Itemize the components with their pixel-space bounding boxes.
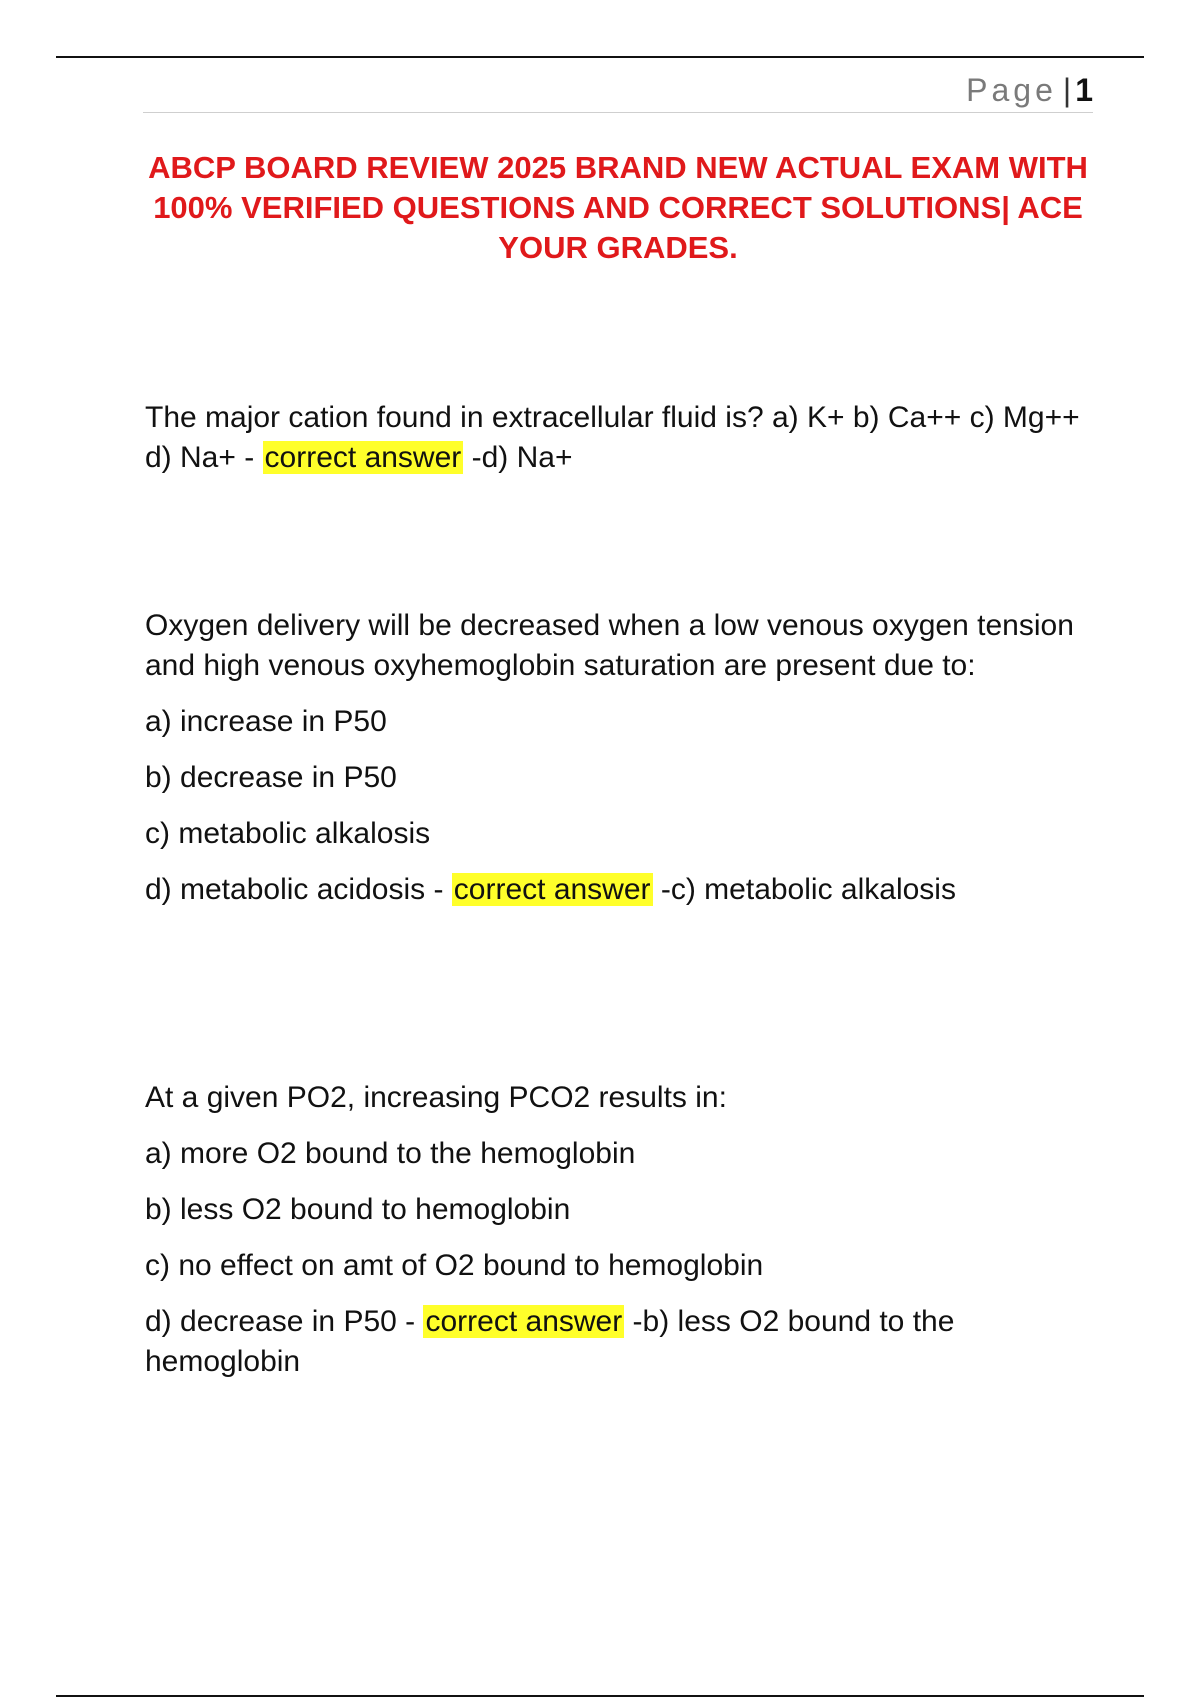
question-2-stem: Oxygen delivery will be decreased when a low venous oxygen tension and high venous oxyhemoglobin saturation are present due to: [145,609,1074,682]
question-1-answer: -d) Na+ [463,441,573,474]
question-3-option-c: c) no effect on amt of O2 bound to hemoglobin [145,1249,764,1282]
question-2 [145,606,1095,910]
question-2-option-b: b) decrease in P50 [145,761,397,794]
page-label: Page [966,72,1057,108]
question-2-option-a: a) increase in P50 [145,705,387,738]
page-number: 1 [1075,72,1093,108]
question-3 [145,1078,1095,1382]
bottom-rule [56,1695,1144,1697]
question-2-option-d [145,870,1095,910]
top-rule [56,56,1144,58]
question-3-stem: At a given PO2, increasing PCO2 results in: [145,1081,727,1114]
question-2-option-c: c) metabolic alkalosis [145,817,431,850]
question-3-option-d [145,1302,1095,1382]
question-3-answer: -b) less O2 bound to the hemoglobin [145,1305,955,1378]
question-1 [145,398,1095,478]
question-3-option-b: b) less O2 bound to hemoglobin [145,1193,571,1226]
question-3-option-d-text: d) decrease in P50 - [145,1305,424,1338]
question-2-option-d-text: d) metabolic acidosis - [145,873,452,906]
document-title: ABCP BOARD REVIEW 2025 BRAND NEW ACTUAL EXAM WITH 100% VERIFIED QUESTIONS AND CORRECT SOLUTIONS| ACE YOUR GRADES. [148,150,1088,265]
correct-answer-highlight: correct answer [264,441,462,474]
question-1-stem: The major cation found in extracellular fluid is? a) K+ b) Ca++ c) Mg++ d) Na+ - [145,401,1080,474]
question-2-answer: -c) metabolic alkalosis [652,873,956,906]
correct-answer-highlight: correct answer [425,1305,623,1338]
question-3-option-a: a) more O2 bound to the hemoglobin [145,1137,636,1170]
page-separator: | [1062,72,1072,108]
page-header [143,72,1093,113]
correct-answer-highlight: correct answer [453,873,651,906]
question-1-text [145,398,1095,478]
